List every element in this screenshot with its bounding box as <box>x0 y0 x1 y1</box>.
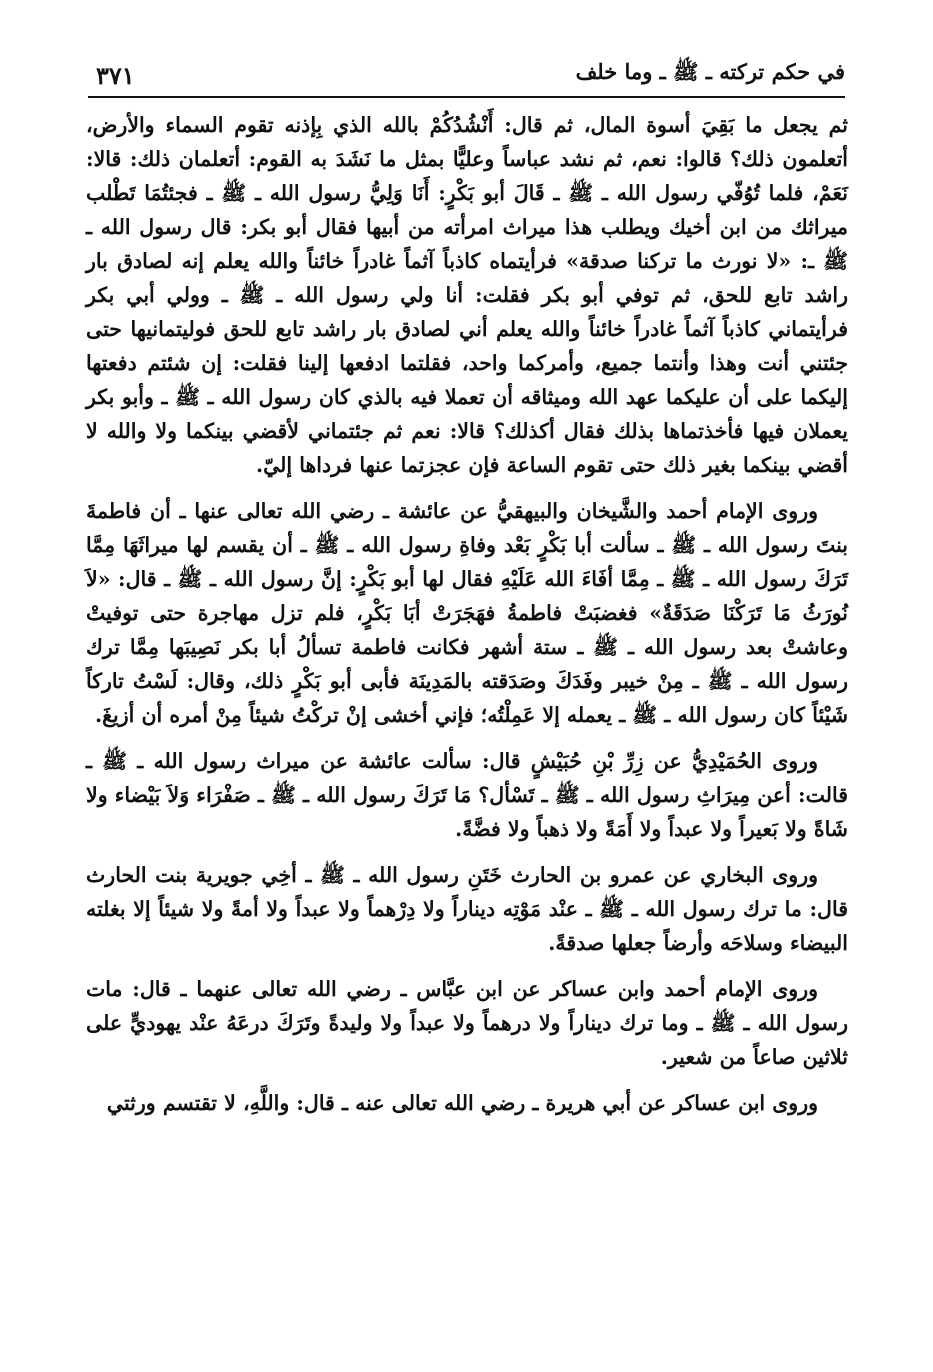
page-header <box>88 52 845 98</box>
running-title: في حكم تركته ـ ﷺ ـ وما خلف <box>575 59 845 84</box>
page-number: ٣٧١ <box>96 61 135 90</box>
paragraph-4: وروى البخاري عن عمرو بن الحارث خَتَنِ رسول الله ـ ﷺ ـ أخِي جويرية بنت الحارث قال: ما ترك رسول الله ـ ﷺ ـ عنْد مَوْتِه ديناراً ولا دِرْهماً ولا عبداً ولا أمةً ولا شيئاً إلا بغلته البيضاء وسلاحَه وأرضاً جعلها صدقةً. <box>86 863 848 955</box>
paragraph-1: ثم يجعل ما بَقِيَ أسوة المال، ثم قال: أَنْشُدُكُمْ بالله الذي بِإذنه تقوم السماء والأرض، أتعلمون ذلك؟ قالوا: نعم، ثم نشد عباساً وعليًّا بمثل ما نَشَدَ به القوم: أتعلمان ذلك: قالا: نَعَمْ، فلما تُوُفّي رسول الله ـ ﷺ ـ قَالَ أبو بَكْرٍ: أَنَا وَلِيُّ رسول الله ـ ﷺ ـ فجئتُمَا تَطْلب ميراثك من ابن أخيك ويطلب هذا ميراث امرأته من أبيها فقال أبو بكر: قال رسول الله ـ ﷺ ـ: «لا نورث ما تركنا صدقة» فرأيتماه كاذباً آثماً غادراً خائناً والله يعلم إنه لصادق بار راشد تابع للحق، ثم توفي أبو بكر فقلت: أنا ولي رسول الله ـ ﷺ ـ وولي أبي بكر فرأيتماني كاذباً آثماً غادراً خائناً والله يعلم أني لصادق بار راشد تابع للحق فوليتمانيها حتى جئتني أنت وهذا وأنتما جميع، وأمركما واحد، فقلتما ادفعها إلينا فقلت: إن شئتم دفعتها إليكما على أن عليكما عهد الله وميثاقه أن تعملا فيه بالذي كان رسول الله ـ ﷺ ـ وأبو بكر يعملان فيها فأخذتماها بذلك فقال أكذلك؟ قالا: نعم ثم جئتماني لأقضي بينكما ولا والله لا أقضي بينكما بغير ذلك حتى تقوم الساعة فإن عجزتما عنها فرداها إليّ. <box>86 113 848 477</box>
paragraph-3: وروى الحُمَيْدِيُّ عن زِرِّ بْنِ حُبَيْشٍ قال: سألت عائشة عن ميراث رسول الله ـ ﷺ ـ قالت: أعن مِيرَاثِ رسول الله ـ ﷺ ـ تَسْأل؟ مَا تَرَكَ رسول الله ـ ﷺ ـ صَفْرَاء وَلاَ بَيْضاء ولا شَاةً ولا بَعيراً ولا عبداً ولا أَمَةً ولا ذهباً ولا فضَّةً. <box>86 749 848 841</box>
paragraph-6: وروى ابن عساكر عن أبي هريرة ـ رضي الله تعالى عنه ـ قال: واللَّهِ، لا تقتسم ورثتي <box>106 1091 818 1115</box>
body-text <box>86 108 848 1120</box>
paragraph-2: وروى الإمام أحمد والشَّيخان والبيهقيُّ عن عائشة ـ رضي الله تعالى عنها ـ أن فاطمةَ بنتَ رسول الله ـ ﷺ ـ سألت أبا بَكْرٍ بَعْد وفاةِ رسول الله ـ ﷺ ـ أن يقسم لها ميراثَهَا مِمَّا تَرَكَ رسول الله ـ ﷺ ـ مِمَّا أفَاءَ الله عَلَيْهِ فقال لها أبو بَكْرٍ: إنَّ رسول الله ـ ﷺ ـ قال: «لاَ نُورَثُ مَا تَرَكْنَا صَدَقَةٌ» فغضبَتْ فاطمةُ فهَجَرَتْ أبَا بَكْرٍ، فلم تزل مهاجرة حتى توفيتْ وعاشتْ بعد رسول الله ـ ﷺ ـ ستة أشهر فكانت فاطمة تسألُ أبا بكر نَصِيبَها مِمَّا ترك رسول الله ـ ﷺ ـ مِنْ خيبر وفَدَكَ وصَدَقته بالمَدِينَة فأبى أبو بَكْرٍ ذلك، وقال: لَسْتُ تاركاً شَيْئاً كان رسول الله ـ ﷺ ـ يعمله إلا عَمِلْتُه؛ فإني أخشى إنْ تركْتُ شيئاً مِنْ أمره أن أزيغَ. <box>86 499 848 727</box>
paragraph-5: وروى الإمام أحمد وابن عساكر عن ابن عبَّاس ـ رضي الله تعالى عنهما ـ قال: مات رسول الله ـ ﷺ ـ وما ترك ديناراً ولا درهماً ولا عبداً ولا وليدةً وتَرَكَ درعَهُ عنْد يهوديٍّ على ثلاثين صاعاً من شعير. <box>86 977 848 1069</box>
